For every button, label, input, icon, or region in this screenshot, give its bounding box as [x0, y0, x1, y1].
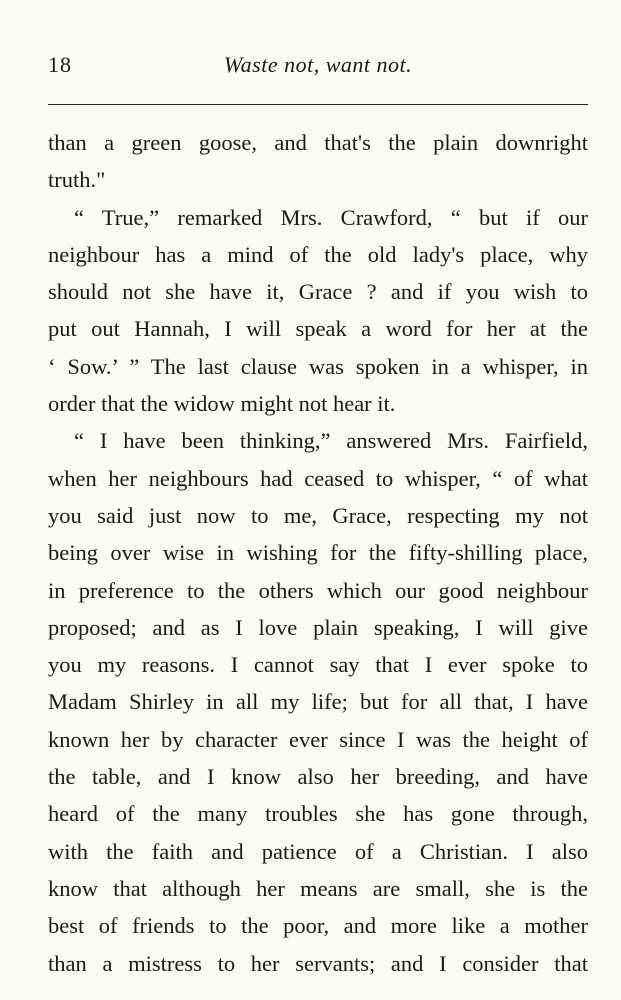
running-title: Waste not, want not. [223, 52, 413, 77]
header-rule [48, 104, 588, 105]
page-header [48, 52, 588, 82]
text-line: “ I have been thinking,” answered Mrs. Fairfield, [74, 428, 588, 454]
text-line: than a green goose, and that's the plain downright [48, 130, 588, 155]
text-line: you my reasons. I cannot say that I ever spoke to [48, 652, 588, 678]
text-line: you said just now to me, Grace, respecting my not [48, 502, 588, 528]
text-line: being over wise in wishing for the fifty-shilling place, [48, 540, 588, 566]
text-line: when her neighbours had ceased to whisper, “ of what [48, 465, 588, 491]
text-line: proposed; and as I love plain speaking, I will give [48, 614, 588, 640]
text-line: truth." [48, 167, 106, 193]
text-line: know that although her means are small, she is the [48, 875, 588, 901]
text-line: heard of the many troubles she has gone through, [48, 801, 588, 827]
text-line: ‘ Sow.’ ” The last clause was spoken in a whisper, in [48, 353, 588, 379]
text-line: neighbour has a mind of the old lady's place, why [48, 241, 588, 267]
text-line: put out Hannah, I will speak a word for her at the [48, 316, 588, 342]
text-line: best of friends to the poor, and more like a mother [48, 913, 588, 939]
text-line: with the faith and patience of a Christian. I also [48, 838, 588, 864]
text-line: than a mistress to her servants; and I consider that [48, 950, 588, 976]
text-line: Madam Shirley in all my life; but for all that, I have [48, 689, 588, 715]
text-line: “ True,” remarked Mrs. Crawford, “ but if our [74, 204, 588, 230]
text-line: should not she have it, Grace ? and if you wish to [48, 279, 588, 305]
body-text [48, 124, 588, 982]
page-number: 18 [48, 52, 72, 77]
text-line: in preference to the others which our good neighbour [48, 577, 588, 603]
text-line: known her by character ever since I was the height of [48, 726, 588, 752]
text-line: the table, and I know also her breeding, and have [48, 764, 588, 790]
text-line: order that the widow might not hear it. [48, 391, 396, 417]
